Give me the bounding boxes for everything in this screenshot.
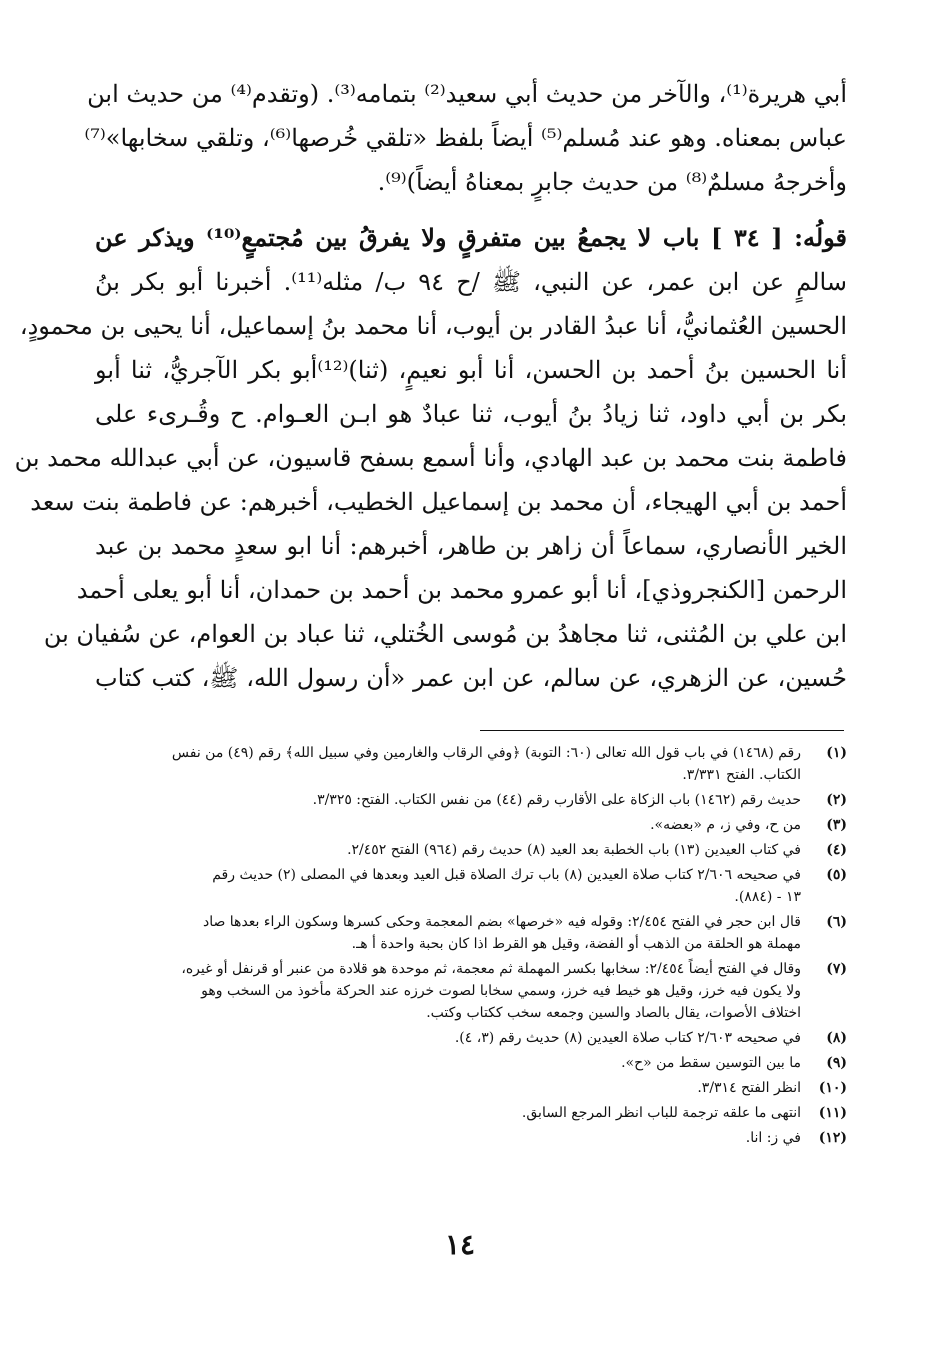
text-line: أحمد بن أبي الهيجاء، أن محمد بن إسماعيل الخطيب، أخبرهم: عن فاطمة بنت سعد [30,488,847,516]
footnote-line: في صحيحه ٢/٦٠٣ كتاب صلاة العيدين (٨) حديث رقم (٣، ٤). [454,1030,801,1046]
text-line: بكر بن أبي داود، ثنا زيادُ بنُ أيوب، ثنا عبادٌ هو ابـن العـوام. ح وقُـرىء على [95,400,847,428]
text-line: أبي هريرة⁽¹⁾، والآخر من حديث أبي سعيد⁽²⁾ بتمامه⁽³⁾. (وتقدم⁽⁴⁾ من حديث ابن [87,80,847,108]
page-number: ١٤ [444,1228,476,1261]
section-heading-line: قولُه: [ ٣٤ ] باب لا يجمعُ بين متفرقٍ ولا يفرقُ بين مُجتمعٍ⁽¹⁰⁾ ويذكر عن [95,223,848,252]
footnote-line: في كتاب العيدين (١٣) باب الخطبة بعد العيد (٨) حديث رقم (٩٦٤) الفتح ٢/٤٥٢. [347,842,801,858]
footnote [95,911,847,955]
footnote-text [95,1127,801,1149]
footnote-line: انظر الفتح ٣/٣١٤. [697,1080,801,1096]
footnote [95,814,847,836]
footnote-number: (٥) [826,867,847,883]
footnote-line: وقال في الفتح أيضاً ٢/٤٥٤: سخابها بكسر المهملة ثم معجمة، ثم موحدة هو قلادة من عنبر أو قرنفل أو غيره، [181,961,801,977]
footnote-line: من ح، وفي ز، م «بعضه». [650,817,801,833]
text-line: سالمٍ عن ابن عمر، عن النبي، ﷺ /ح ٩٤ ب/ مثله⁽¹¹⁾. أخبرنا أبو بكر بنُ [95,268,847,296]
text-line: أنا الحسين بنُ أحمد بن الحسن، أنا أبو نعيمٍ، (ثنا)⁽¹²⁾أبو بكر الآجريُّ، ثنا أبو [95,356,847,384]
footnote [95,789,847,811]
footnote [95,1102,847,1124]
text-line: ابن علي بن المُثنى، ثنا مجاهدُ بن مُوسى الخُتلي، ثنا عباد بن العوام، عن سُفيان بن [43,620,847,648]
footnotes [95,742,847,1152]
footnote [95,1027,847,1049]
footnote-text [95,814,801,836]
footnote-line: انتهى ما علقه ترجمة للباب انظر المرجع السابق. [521,1105,801,1121]
footnote-line: ولا يكون فيه خرز، وقيل هو خيط فيه خرز، وسمي سخابا لصوت خرزه عند الحركة مأخوذ من السخب وهو [201,983,801,999]
text-line: وأخرجهُ مسلمٌ⁽⁸⁾ من حديث جابرٍ بمعناهُ أيضاً)⁽⁹⁾. [377,168,847,196]
footnote [95,958,847,1024]
footnote-divider [480,730,844,731]
footnote-line: في ز: انا. [745,1130,801,1146]
main-paragraphs [14,72,848,700]
footnote-number: (٤) [826,842,847,858]
footnote-number: (٦) [826,914,847,930]
footnote-line: مهملة هو الحلقة من الذهب أو الفضة، وقيل هو القرط اذا كان بحبة واحدة أ هـ. [351,936,801,952]
footnote-line: في صحيحه ٢/٦٠٦ كتاب صلاة العيدين (٨) باب ترك الصلاة قبل العيد وبعدها في المصلى (٢) حديث رقم [212,867,801,883]
footnote-line: ١٣ - (٨٨٤). [734,889,801,905]
footnote-line: اختلاف الأصوات، يقال بالصاد والسين وجمعه سخب ككتاب وكتب. [426,1005,801,1021]
text-line: عباس بمعناه. وهو عند مُسلم⁽⁵⁾ أيضاً بلفظ «تلقي خُرصها⁽⁶⁾، وتلقي سخابها»⁽⁷⁾ [84,124,847,152]
footnote-text [95,1102,801,1124]
text-line: حُسين، عن الزهري، عن سالم، عن ابن عمر «أن رسول الله، ﷺ، كتب كتاب [95,664,847,692]
footnote-number: (١٢) [818,1130,847,1146]
main-text-block [14,72,848,700]
footnote-text [95,1077,801,1099]
footnote-line: الكتاب. الفتح ٣/٣٣١. [682,767,801,783]
footnote-number: (١١) [818,1105,847,1121]
footnote-number: (٧) [826,961,847,977]
footnote-number: (٢) [826,792,847,808]
footnote-number: (٩) [826,1055,847,1071]
footnote-text [95,742,801,786]
footnote-text [95,1052,801,1074]
footnote [95,839,847,861]
footnote [95,1077,847,1099]
footnote-line: ما بين التوسين سقط من «ح». [621,1055,801,1071]
footnote-line: قال ابن حجر في الفتح ٢/٤٥٤: وقوله فيه «خرصها» بضم المعجمة وحكى كسرها وسكون الراء بعدها صاد [202,914,801,930]
footnote-line: رقم (١٤٦٨) في باب قول الله تعالى (٦٠: التوبة) ﴿وفي الرقاب والغارمين وفي سبيل الله﴾ رقم (٤٩) من نفس [171,745,801,761]
text-line: فاطمة بنت محمد بن عبد الهادي، وأنا أسمع بسفح قاسيون، عن أبي عبدالله محمد بن [14,444,847,472]
footnote-text [95,839,801,861]
footnote-line: حديث رقم (١٤٦٢) باب الزكاة على الأقارب رقم (٤٤) من نفس الكتاب. الفتح: ٣/٣٢٥. [312,792,801,808]
footnote [95,742,847,786]
footnote-text [95,864,801,908]
footnote-number: (٨) [826,1030,847,1046]
footnote-text [95,1027,801,1049]
footnote [95,864,847,908]
footnote-text [95,958,801,1024]
footnote-number: (١) [826,745,847,761]
footnote [95,1127,847,1149]
footnote [95,1052,847,1074]
footnote-number: (١٠) [818,1080,847,1096]
footnote-text [95,789,801,811]
text-line: الخير الأنصاري، سماعاً أن زاهر بن طاهر، أخبرهم: أنا ابو سعدٍ محمد بن عبد [95,532,847,560]
text-line: الرحمن [الكنجروذي]، أنا أبو عمرو محمد بن أحمد بن حمدان، أنا أبو يعلى أحمد [76,576,847,604]
footnote-text [95,911,801,955]
text-line: الحسين العُثمانيُّ، أنا عبدُ القادر بن أيوب، أنا محمد بنُ إسماعيل، أنا يحيى بن محمودٍ، [19,312,847,340]
footnote-number: (٣) [826,817,847,833]
